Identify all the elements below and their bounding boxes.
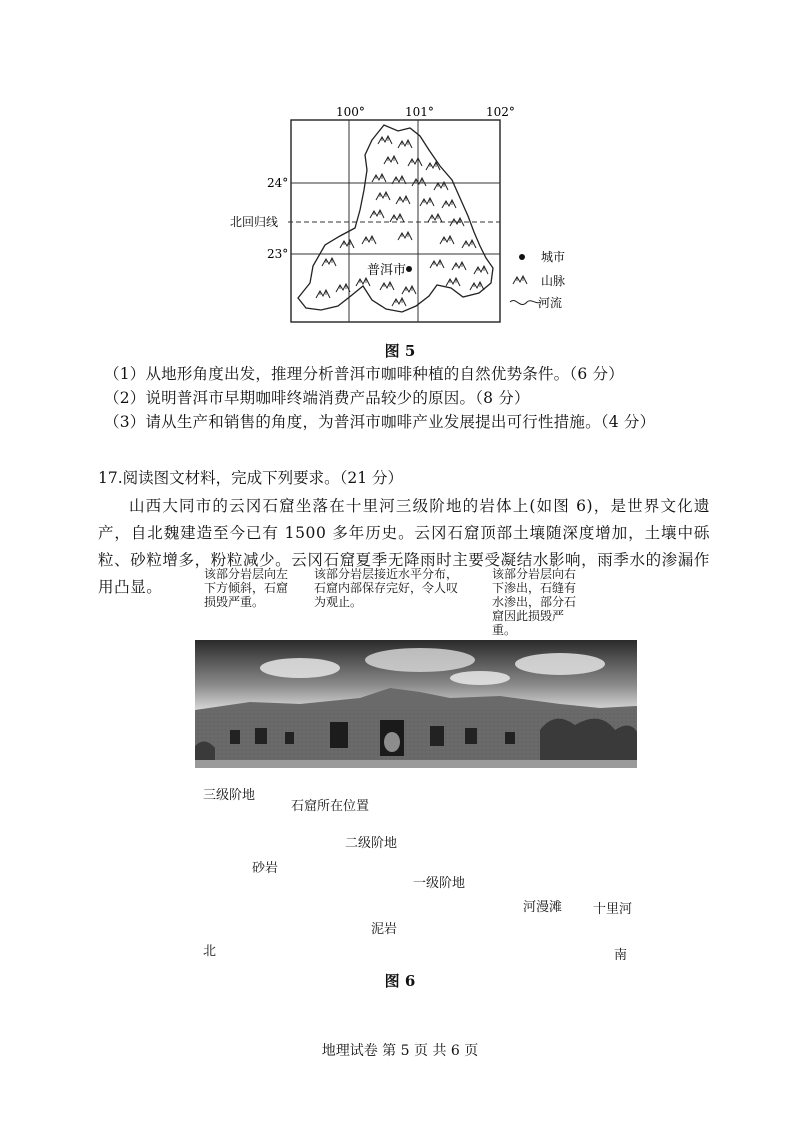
river-label: 十里河 [593,902,633,917]
puer-boundary [298,125,493,312]
legend-mountain-label: 山脉 [541,274,566,288]
legend-city-label: 城市 [541,250,566,264]
lat-label-24: 24° [267,176,289,190]
terrace3-label: 三级阶地 [203,788,256,803]
puer-city-label: 普洱市 [367,263,407,278]
grotto-position-label: 石窟所在位置 [291,799,370,814]
lat-label-23: 23° [267,247,289,261]
question-17-paragraph: 山西大同市的云冈石窟坐落在十里河三级阶地的岩体上(如图 6)，是世界文化遗产，自北魏建造至今已有 1500 多年历史。云冈石窟顶部土壤随深度增加，土壤中砾粒、砂粒增多，粉粒减少。云冈石窟夏季无降雨时主要受凝结水影响，雨季水的渗漏作用凸显。 [98,497,710,596]
question-16-1: （1）从地形角度出发，推理分析普洱市咖啡种植的自然优势条件。（6 分） [104,365,624,383]
mudstone-label: 泥岩 [371,922,398,937]
page-footer: 地理试卷 第 5 页 共 6 页 [321,1043,479,1059]
city-dot-icon [519,254,525,260]
terrace2-label: 二级阶地 [345,836,398,851]
lon-label-101: 101° [405,105,434,119]
river-icon [510,300,541,304]
north-label: 北 [203,944,217,959]
mountain-icon [513,276,527,284]
south-label: 南 [614,948,628,963]
terrace1-label: 一级阶地 [413,876,466,891]
question-16-2: （2）说明普洱市早期咖啡终端消费产品较少的原因。（8 分） [104,389,530,407]
question-17-title: 17.阅读图文材料，完成下列要求。（21 分） [98,469,404,487]
lon-label-100: 100° [336,105,365,119]
mountain-symbols [316,136,488,306]
callout-text-2: 该部分岩层接近水平分布，石窟内部保存完好，令人叹为观止。 [314,567,459,609]
question-16-3: （3）请从生产和销售的角度，为普洱市咖啡产业发展提出可行性措施。（4 分） [104,413,656,431]
lon-label-102: 102° [486,105,515,119]
map-frame [291,120,500,322]
tropic-label: 北回归线 [230,215,279,229]
figure-6-diagram [0,560,800,970]
floodplain-label: 河漫滩 [523,900,563,915]
figure-6-caption: 图 6 [384,972,416,990]
puer-city-dot [406,266,412,272]
sandstone-label: 砂岩 [252,861,279,876]
callout-text-1: 该部分岩层向左下方倾斜，石窟损毁严重。 [204,567,289,609]
figure-5-map [0,0,800,340]
map-legend [510,250,565,310]
figure-5-caption: 图 5 [384,342,416,360]
legend-river-label: 河流 [538,296,563,310]
callout-text-3: 该部分岩层向右下渗出，石缝有水渗出，部分石窟因此损毁严重。 [492,567,577,637]
yungang-grottoes-photo [195,640,637,768]
